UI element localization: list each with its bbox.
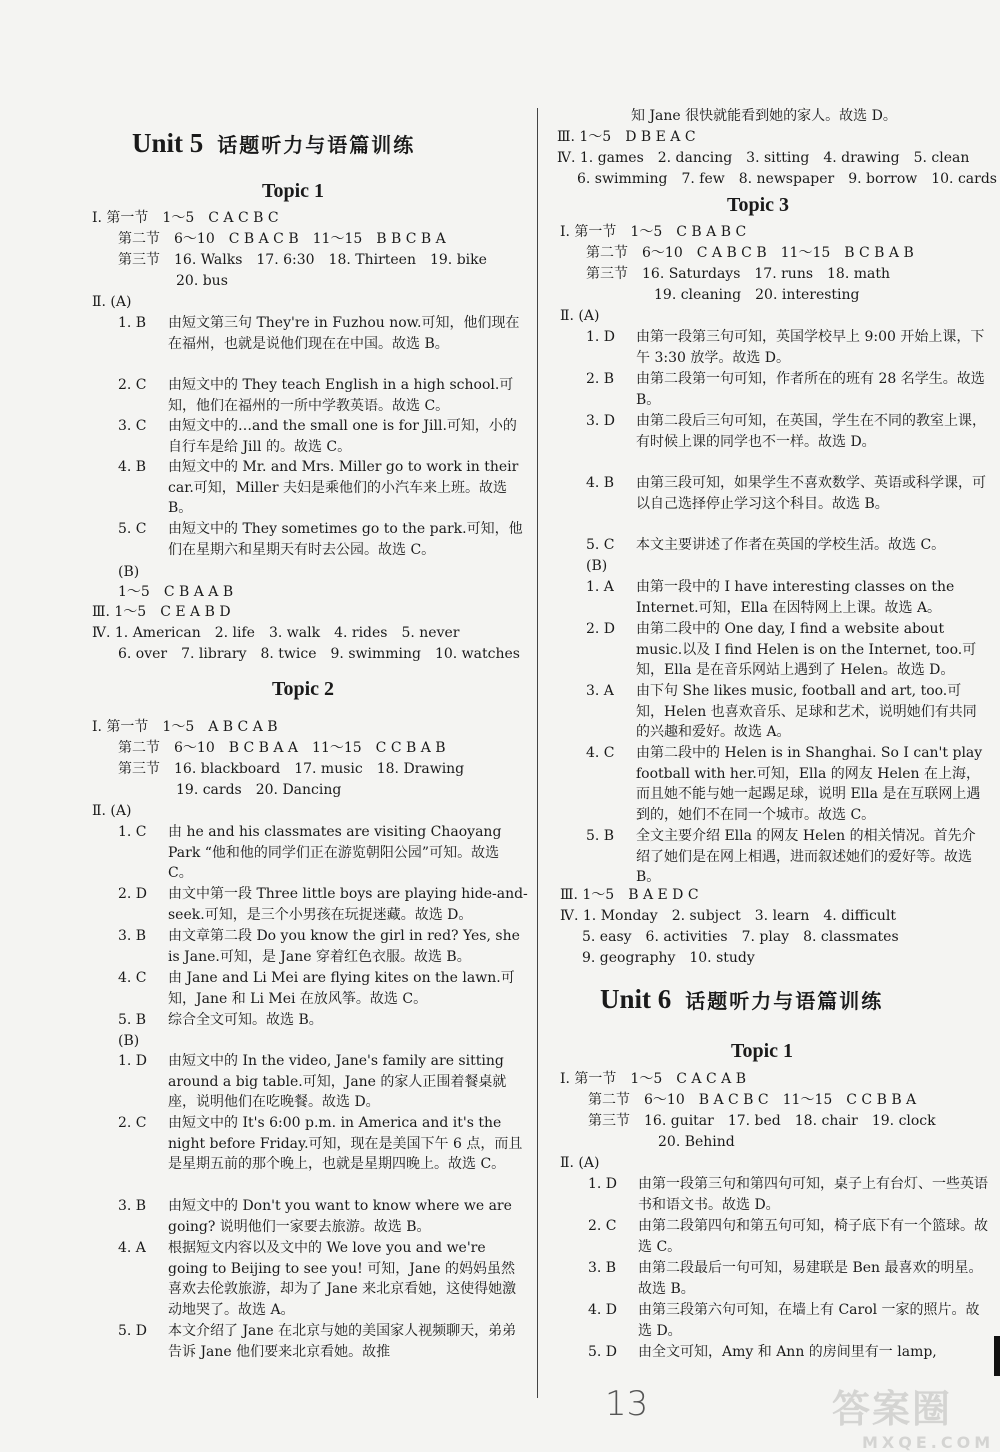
answer-number: 5. D: [118, 1323, 148, 1339]
answer-line: Ⅰ. 第一节 1～5 C B A B C: [560, 224, 747, 240]
answer-line: Ⅳ. 1. Monday 2. subject 3. learn 4. difficult: [560, 908, 897, 924]
answer-line: 第二节 6～10 C A B C B 11～15 B C B A B: [586, 245, 914, 261]
answer-line: 5. easy 6. activities 7. play 8. classmates: [582, 929, 899, 945]
answer-explanation: 由短文中的 Don't you want to know where we are going? 说明他们一家要去旅游。故选 B。: [168, 1198, 512, 1235]
answer-number: 5. B: [118, 1012, 147, 1028]
answer-explanation: 由 he and his classmates are visiting Chaoyang Park “他和他的同学们正在游览朝阳公园”可知。故选 C。: [168, 824, 502, 882]
answer-explanation: 由文章第二段 Do you know the girl in red? Yes, she is Jane.可知，是 Jane 穿着红色衣服。故选 B。: [168, 928, 520, 965]
answer-number: 3. B: [588, 1260, 617, 1276]
answer-number: 5. D: [588, 1344, 618, 1360]
answer-number: 2. D: [586, 621, 616, 637]
answer-line: Ⅰ. 第一节 1～5 A B C A B: [92, 719, 278, 735]
answer-line: 6. over 7. library 8. twice 9. swimming 10. watches: [118, 646, 520, 662]
page-edge-marker: [994, 1336, 1000, 1376]
page-number: 13: [605, 1384, 649, 1424]
answer-line: 第二节 6～10 C B A C B 11～15 B B C B A: [118, 231, 446, 247]
answer-number: 1. B: [118, 315, 147, 331]
unit-label: Unit 5: [132, 128, 204, 158]
answer-explanation: 由短文中的…and the small one is for Jill.可知，小的自行车是给 Jill 的。故选 C。: [168, 418, 517, 455]
answer-explanation: 由第二段最后一句可知，易建联是 Ben 最喜欢的明星。故选 B。: [638, 1260, 983, 1297]
answer-line: 第三节 16. blackboard 17. music 18. Drawing: [118, 761, 465, 777]
answer-line: Ⅰ. 第一节 1～5 C A C A B: [560, 1071, 746, 1087]
answer-explanation: 由下句 She likes music, football and art, too.可知，Helen 也喜欢音乐、足球和艺术，说明她们有共同的兴趣和爱好。故选 A。: [636, 683, 977, 741]
topic-heading: Topic 2: [272, 678, 335, 700]
answer-explanation: 由第二段后三句可知，在英国，学生在不同的教室上课，有时候上课的同学也不一样。故选 D。: [636, 413, 986, 450]
answer-number: 5. C: [118, 521, 147, 537]
answer-number: 4. D: [588, 1302, 618, 1318]
answer-number: 4. B: [118, 459, 147, 475]
answer-explanation: 综合全文可知。故选 B。: [168, 1012, 323, 1028]
answer-explanation: 由短文中的 It's 6:00 p.m. in America and it's the night before Friday.可知，现在是美国下午 6 点，而且是星期五前的那个晚上，也就是星期四晚上。故选 C。: [168, 1115, 523, 1173]
answer-line: Ⅳ. 1. games 2. dancing 3. sitting 4. drawing 5. clean: [557, 150, 970, 166]
answer-explanation: 由短文中的 They sometimes go to the park.可知，他们在星期六和星期天有时去公园。故选 C。: [168, 521, 523, 558]
answer-number: 5. B: [586, 828, 615, 844]
answer-number: 2. C: [118, 1115, 147, 1131]
watermark-text: 答案圈: [832, 1387, 953, 1431]
answer-explanation: 由文中第一段 Three little boys are playing hide-and-seek.可知，是三个小男孩在玩捉迷藏。故选 D。: [168, 886, 528, 923]
answer-explanation: 本文介绍了 Jane 在北京与她的美国家人视频聊天，弟弟告诉 Jane 他们要来北京看她。故推: [168, 1323, 517, 1360]
answer-explanation: 由第二段第一句可知，作者所在的班有 28 名学生。故选 B。: [636, 371, 985, 408]
answer-number: 1. D: [118, 1053, 148, 1069]
answer-line: 9. geography 10. study: [582, 950, 755, 966]
section-label: Ⅱ. (A): [560, 1155, 600, 1171]
answer-number: 3. B: [118, 928, 147, 944]
answer-line: 1～5 C B A A B: [118, 584, 234, 600]
answer-continuation: 知 Jane 很快就能看到她的家人。故选 D。: [631, 108, 897, 124]
section-label: Ⅱ. (A): [92, 803, 132, 819]
answer-number: 4. A: [118, 1240, 146, 1256]
answer-explanation: 由第二段中的 One day, I find a website about music.以及 I find Helen is on the Internet, too.可知，Ella 是在音乐网站上遇到了 Helen。故选 D。: [636, 621, 977, 679]
answer-explanation: 由 Jane and Li Mei are flying kites on the lawn.可知，Jane 和 Li Mei 在放风筝。故选 C。: [168, 970, 515, 1007]
answer-explanation: 由第三段可知，如果学生不喜欢数学、英语或科学课，可以自己选择停止学习这个科目。故选 B。: [636, 475, 986, 512]
answer-explanation: 由短文中的 In the video, Jane's family are sitting around a big table.可知，Jane 的家人正围着餐桌就座，说明他们在吃晚餐。故选 D。: [168, 1053, 507, 1111]
watermark-url: MXQE.COM: [862, 1433, 995, 1452]
section-label: (B): [118, 1033, 140, 1049]
answer-number: 4. C: [118, 970, 147, 986]
unit6-heading: [600, 984, 883, 1015]
answer-explanation: 由第一段第三句可知，英国学校早上 9:00 开始上课，下午 3:30 放学。故选 D。: [636, 329, 985, 366]
answer-number: 3. C: [118, 418, 147, 434]
section-label: Ⅱ. (A): [560, 308, 600, 324]
answer-explanation: 由全文可知，Amy 和 Ann 的房间里有一 lamp,: [638, 1344, 937, 1360]
section-label: Ⅱ. (A): [92, 294, 132, 310]
answer-explanation: 由第二段第四句和第五句可知，椅子底下有一个篮球。故选 C。: [638, 1218, 988, 1255]
answer-explanation: 由短文中的 They teach English in a high school.可知，他们在福州的一所中学教英语。故选 C。: [168, 377, 514, 414]
answer-number: 3. A: [586, 683, 614, 699]
column-divider: [537, 108, 538, 1398]
answer-explanation: 由第二段中的 Helen is in Shanghai. So I can't play football with her.可知，Ella 的网友 Helen 在上海，而且她不能与她一起踢足球，说明 Ella 是在互联网上遇到的，她们不在同一个城市。故选 C。: [636, 745, 983, 823]
watermark-logo: [832, 1378, 995, 1452]
unit-label: Unit 6: [600, 984, 672, 1014]
answer-line: 第三节 16. Saturdays 17. runs 18. math: [586, 266, 890, 282]
answer-explanation: 根据短文内容以及文中的 We love you and we're going to Beijing to see you! 可知，Jane 的妈妈虽然喜欢去伦敦旅游，却为了 Jane 来北京看她，这使得她激动地哭了。故选 A。: [168, 1240, 517, 1318]
unit-subtitle: 话题听力与语篇训练: [685, 989, 884, 1013]
unit5-heading: [132, 128, 415, 159]
section-label: (B): [118, 564, 140, 580]
answer-number: 4. B: [586, 475, 615, 491]
topic-heading: Topic 3: [727, 194, 790, 216]
answer-number: 5. C: [586, 537, 615, 553]
answer-line: 第三节 16. Walks 17. 6:30 18. Thirteen 19. bike: [118, 252, 487, 268]
answer-number: 3. D: [586, 413, 616, 429]
answer-explanation: 全文主要介绍 Ella 的网友 Helen 的相关情况。首先介绍了她们是在网上相遇，进而叙述她们的爱好等。故选 B。: [636, 828, 976, 886]
answer-number: 2. C: [588, 1218, 617, 1234]
answer-explanation: 本文主要讲述了作者在英国的学校生活。故选 C。: [636, 537, 946, 553]
answer-line: Ⅲ. 1～5 C E A B D: [92, 604, 231, 620]
answer-line: 19. cleaning 20. interesting: [654, 287, 860, 303]
answer-number: 1. A: [586, 579, 614, 595]
answer-number: 1. C: [118, 824, 147, 840]
answer-number: 3. B: [118, 1198, 147, 1214]
answer-line: Ⅲ. 1～5 D B E A C: [557, 129, 696, 145]
topic-heading: Topic 1: [731, 1040, 794, 1062]
answer-explanation: 由短文中的 Mr. and Mrs. Miller go to work in their car.可知，Miller 夫妇是乘他们的小汽车来上班。故选 B。: [168, 459, 519, 517]
answer-number: 1. D: [588, 1176, 618, 1192]
answer-line: Ⅰ. 第一节 1～5 C A C B C: [92, 210, 279, 226]
answer-line: 第二节 6～10 B C B A A 11～15 C C B A B: [118, 740, 446, 756]
answer-line: Ⅲ. 1～5 B A E D C: [560, 887, 699, 903]
unit-subtitle: 话题听力与语篇训练: [217, 133, 416, 157]
answer-number: 2. D: [118, 886, 148, 902]
answer-explanation: 由第一段中的 I have interesting classes on the Internet.可知，Ella 在因特网上上课。故选 A。: [636, 579, 955, 616]
answer-explanation: 由短文第三句 They're in Fuzhou now.可知，他们现在在福州，也就是说他们现在在中国。故选 B。: [168, 315, 520, 352]
answer-number: 2. B: [586, 371, 615, 387]
section-label: (B): [586, 558, 608, 574]
answer-explanation: 由第三段第六句可知，在墙上有 Carol 一家的照片。故选 D。: [638, 1302, 980, 1339]
answer-number: 1. D: [586, 329, 616, 345]
answer-line: 20. Behind: [658, 1134, 735, 1150]
answer-explanation: 由第一段第三句和第四句可知，桌子上有台灯、一些英语书和语文书。故选 D。: [638, 1176, 988, 1213]
answer-line: Ⅳ. 1. American 2. life 3. walk 4. rides 5. never: [92, 625, 460, 641]
answer-number: 2. C: [118, 377, 147, 393]
answer-line: 19. cards 20. Dancing: [176, 782, 342, 798]
topic-heading: Topic 1: [262, 180, 325, 202]
answer-line: 6. swimming 7. few 8. newspaper 9. borrow 10. cards: [577, 171, 997, 187]
answer-line: 第三节 16. guitar 17. bed 18. chair 19. clock: [588, 1113, 936, 1129]
answer-line: 第二节 6～10 B A C B C 11～15 C C B B A: [588, 1092, 917, 1108]
answer-line: 20. bus: [176, 273, 228, 289]
answer-number: 4. C: [586, 745, 615, 761]
